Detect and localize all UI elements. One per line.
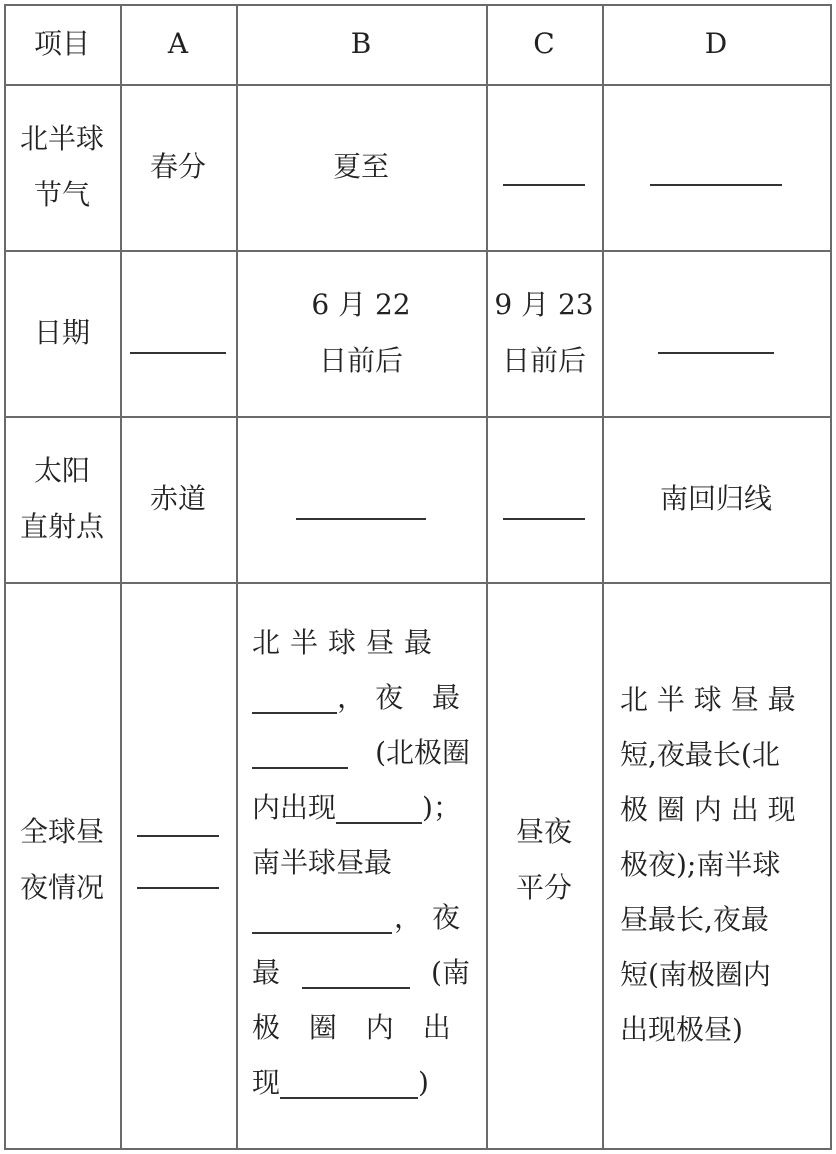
answer-blank[interactable] bbox=[130, 352, 226, 354]
text-line: ，夜 bbox=[252, 890, 470, 945]
text-line: 北 半 球 昼 最 bbox=[620, 683, 796, 716]
solar-term-c-blank[interactable] bbox=[486, 84, 602, 250]
header-col-b: B bbox=[350, 27, 372, 60]
text-line: 极 圈 内 出 现 bbox=[620, 793, 796, 826]
answer-blank[interactable] bbox=[336, 792, 422, 824]
text-line: 最 (南 bbox=[252, 956, 470, 989]
answer-blank[interactable] bbox=[503, 518, 585, 520]
day-night-b-text bbox=[252, 615, 470, 1110]
solar-term-a: 春分 bbox=[149, 150, 206, 183]
answer-blank[interactable] bbox=[252, 902, 392, 934]
day-night-a-blanks[interactable] bbox=[120, 800, 236, 920]
solar-term-b: 夏至 bbox=[332, 150, 389, 183]
row-label-solar-term: 北半球 节气 bbox=[19, 122, 104, 211]
answer-blank[interactable] bbox=[650, 184, 782, 186]
header-col-a: A bbox=[167, 27, 189, 60]
answer-blank[interactable] bbox=[503, 184, 585, 186]
sun-point-d: 南回归线 bbox=[659, 482, 772, 515]
header-col-d: D bbox=[704, 27, 728, 60]
table-border-bottom bbox=[4, 1148, 832, 1150]
answer-blank[interactable] bbox=[252, 682, 337, 714]
answer-blank[interactable] bbox=[296, 518, 426, 520]
answer-blank[interactable] bbox=[137, 887, 219, 889]
header-col-c: C bbox=[533, 27, 555, 60]
text-line: 南半球昼最 bbox=[252, 846, 393, 879]
row-divider bbox=[4, 582, 832, 584]
sun-point-a: 赤道 bbox=[149, 482, 206, 515]
table-border-right bbox=[830, 4, 832, 1150]
text-line: (北极圈 bbox=[252, 725, 470, 780]
text-line: 极夜);南半球 bbox=[620, 848, 781, 881]
row-label-date: 日期 bbox=[33, 316, 90, 349]
text-line: 昼最长,夜最 bbox=[620, 903, 769, 936]
text-line: 短,夜最长(北 bbox=[620, 738, 780, 771]
date-c: 9 月 23 日前后 bbox=[494, 288, 594, 377]
sun-point-c-blank[interactable] bbox=[486, 416, 602, 582]
text-line: 内出现 )； bbox=[252, 791, 461, 824]
day-night-c: 昼夜 平分 bbox=[515, 815, 572, 904]
answer-blank[interactable] bbox=[252, 737, 348, 769]
text-line: 现 ) bbox=[252, 1066, 429, 1099]
date-a-blank[interactable] bbox=[120, 250, 236, 416]
solar-term-d-blank[interactable] bbox=[602, 84, 830, 250]
date-d-blank[interactable] bbox=[602, 250, 830, 416]
row-label-day-night: 全球昼 夜情况 bbox=[19, 815, 104, 904]
date-b: 6 月 22 日前后 bbox=[311, 288, 411, 377]
answer-blank[interactable] bbox=[280, 1067, 418, 1099]
answer-blank[interactable] bbox=[658, 352, 774, 354]
answer-blank[interactable] bbox=[137, 835, 219, 837]
text-line: ，夜 最 bbox=[252, 670, 470, 725]
day-night-d-text bbox=[620, 672, 816, 1057]
text-line: 出现极昼) bbox=[620, 1013, 743, 1046]
answer-blank[interactable] bbox=[302, 957, 410, 989]
text-line: 极 圈 内 出 bbox=[252, 1011, 461, 1044]
header-item: 项目 bbox=[33, 27, 90, 60]
sun-point-b-blank[interactable] bbox=[236, 416, 486, 582]
text-line: 短(南极圈内 bbox=[620, 958, 771, 991]
text-line: 北半球昼最 bbox=[252, 626, 443, 659]
row-label-sun-point: 太阳 直射点 bbox=[19, 454, 104, 543]
